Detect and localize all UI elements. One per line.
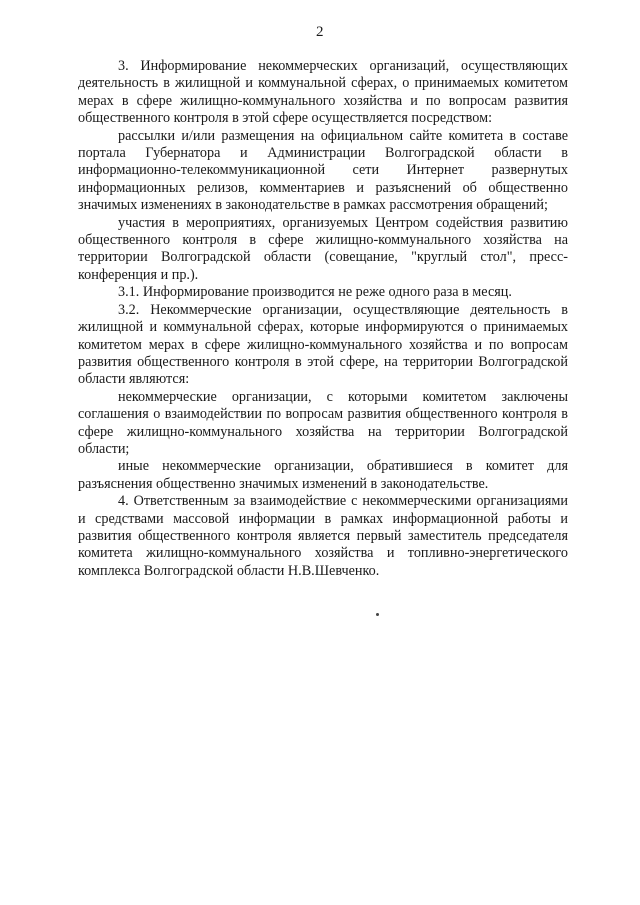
paragraph-other-organizations: иные некоммерческие организации, обратившиеся в комитет для разъяснения общественно значимых изменений в законодательстве. (78, 458, 568, 492)
paragraph-agreement-organizations: некоммерческие организации, с которыми комитетом заключены соглашения о взаимодействии по вопросам развития общественного контроля в сфере жилищно-коммунального хозяйства на территории Волгоградской области; (78, 388, 568, 457)
paragraph-section-3-1: 3.1. Информирование производится не реже одного раза в месяц. (118, 284, 512, 301)
paragraph-events-method: участия в мероприятиях, организуемых Центром содействия развитию общественного контроля в сфере жилищно-коммунального хозяйства на территории Волгоградской области (совещание, "круглый стол", пресс-конференция и пр.). (78, 214, 568, 283)
paragraph-section-3-2: 3.2. Некоммерческие организации, осуществляющие деятельность в жилищной и коммунальной сферах, которые информируются о принимаемых комитетом мерах в сфере жилищно-коммунального хозяйства и по вопросам развития общественного контроля в этой сфере, на территории Волгоградской области являются: (78, 301, 568, 388)
document-body (78, 58, 568, 580)
page-number: 2 (316, 24, 324, 40)
paragraph-section-4: 4. Ответственным за взаимодействие с некоммерческими организациями и средствами массовой информации в рамках информационной работы и развития общественного контроля является первый заместитель председателя комитета жилищно-коммунального хозяйства и топливно-энергетического комплекса Волгоградской области Н.В.Шевченко. (78, 493, 568, 579)
scan-speck (376, 613, 379, 616)
paragraph-mailing-method: рассылки и/или размещения на официальном сайте комитета в составе портала Губернатора и Администрации Волгоградской области в информационно-телекоммуникационной сети Интернет развернутых информационных релизов, комментариев и разъяснений об общественно значимых изменениях в законодательстве в рамках рассмотрения обращений; (78, 127, 568, 214)
paragraph-section-3: 3. Информирование некоммерческих организаций, осуществляющих деятельность в жилищной и коммунальной сферах, о принимаемых комитетом мерах в сфере жилищно-коммунального хозяйства и по вопросам развития общественного контроля в этой сфере осуществляется посредством: (78, 58, 568, 127)
